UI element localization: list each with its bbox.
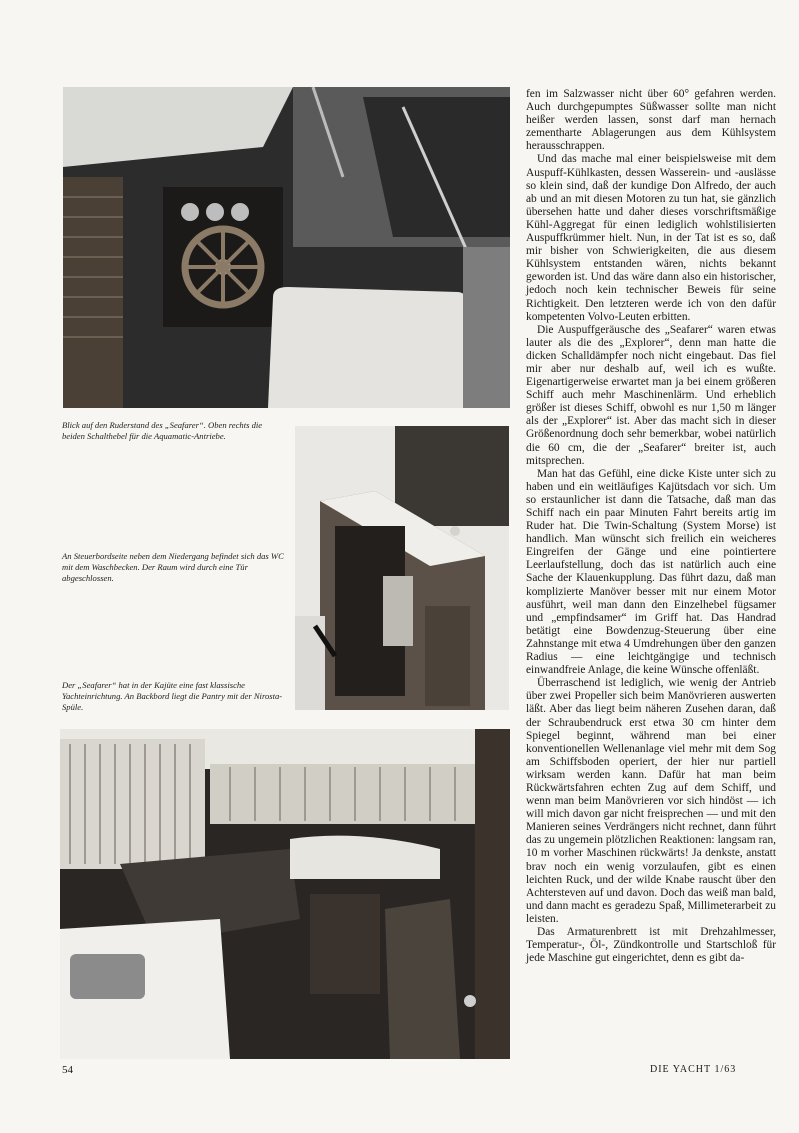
paragraph: Die Auspuffgeräusche des „Seafarer“ waren etwas lauter als die des „Explorer“, denn man hatte die dicken Schalldämpfer noch nicht eingebaut. Das fiel mir aber nur deshalb auf, weil ich es wußte. Eigenartigerweise erwartet man ja bei einem größeren Schiff auch mehr Maschinenlärm. Und erheblich größer ist dieses Schiff, obwohl es nur 1,50 m länger als der „Explorer“ ist. Aber das macht sich in dieser Größenordnung doch sehr bemerkbar, wobei natürlich die 60 cm, die der „Seafarer“ breiter ist, auch mitsprechen.: [526, 323, 776, 467]
helm-station-illustration: [63, 87, 510, 408]
article-column: [526, 88, 776, 965]
photo-cabin: [60, 729, 510, 1059]
wc-illustration: [295, 426, 509, 710]
photo-wc-companionway: [295, 426, 509, 710]
paragraph: Und das mache mal einer beispielsweise mit dem Auspuff-Kühlkasten, dessen Wasserein- und -auslässe so klein sind, daß der kundige Don Alfredo, der auch ab und an mit diesen Motoren zu tun hat, sie gänzlich übersehen hatte und daher dieses vorschriftsmäßige Kühl-Aggregat für einen lediglich wohlstilisierten Auspuffkrümmer hielt. Nun, in der Tat ist es so, daß mir bisher von Schwierigkeiten, die aus diesem Kühlsystem entstanden wären, nichts bekannt geworden ist. Und das wäre dann also ein historischer, jedoch noch kein technischer Beweis für seine Richtigkeit. Den letzteren werde ich von den dafür kompetenten Volvo-Leuten erbitten.: [526, 153, 776, 323]
paragraph: Man hat das Gefühl, eine dicke Kiste unter sich zu haben und ein weitläufiges Kajütsdach vor sich. Um so erstaunlicher ist dann die Tatsache, daß man das Schiff nach ein paar Minuten Fahrt bereits artig im Ruder hat. Die Twin-Schaltung (System Morse) ist handlich. Man wünscht sich freilich ein weicheres Eingreifen der Gänge und eine pointiertere Leerlaufstellung, doch das ist natürlich auch eine Sache der Klauenkupplung. Das führt dazu, daß man komplizierte Manöver besser mit nur einem Motor ausführt, weil man dann den Einzelhebel fügsamer und „empfindsamer“ im Griff hat. Das Handrad betätigt eine Bowdenzug-Steuerung über eine Zahnstange mit etwa 4 Umdrehungen über den ganzen Radius — eine leichtgängige und technisch einwandfreie Anlage, die keine Wünsche offenläßt.: [526, 467, 776, 677]
paragraph: Das Armaturenbrett ist mit Drehzahlmesser, Temperatur-, Öl-, Zündkontrolle und Startschloß für jede Maschine gut eingerichtet, denn es gibt da-: [526, 926, 776, 965]
caption-cabin: Der „Seafarer“ hat in der Kajüte eine fast klassische Yachteinrichtung. An Backbord liegt die Pantry mit der Nirosta-Spüle.: [62, 680, 283, 712]
publication-footer: DIE YACHT 1/63: [650, 1064, 737, 1075]
photo-helm-station: [63, 87, 510, 408]
caption-helm: Blick auf den Ruderstand des „Seafarer“. Oben rechts die beiden Schalthebel für die Aquamatic-Antriebe.: [62, 420, 263, 441]
page-number: 54: [62, 1064, 73, 1076]
cabin-illustration: [60, 729, 510, 1059]
paragraph: fen im Salzwasser nicht über 60° gefahren werden. Auch durchgepumptes Süßwasser sollte man nicht heißer werden lassen, sonst darf man hernach zementharte Ablagerungen aus dem Kühlsystem herausschrappen.: [526, 88, 776, 153]
caption-wc: An Steuerbordseite neben dem Niedergang befindet sich das WC mit dem Waschbecken. Der Raum wird durch eine Tür abgeschlossen.: [62, 551, 284, 583]
paragraph: Überraschend ist lediglich, wie wenig der Antrieb über zwei Propeller sich beim Manövrieren auswerten läßt. Aber das liegt beim näheren Zusehen daran, daß der Schraubendruck erst etwa 30 cm hinter dem Spiegel beginnt, während man bei einer konventionellen Wellenanlage viel mehr mit dem Sog am Schiffsboden operiert, der hier nur partiell wirksam werden kann. Dafür hat man beim Rückwärtsfahren echten Zug auf dem Schiff, und wenn man beim Manövrieren vor sich hindöst — ich will mich davon gar nicht freisprechen — und mit den Manieren seines Verdrängers nicht rechnet, dann führt das zu ungemein plötzlichen Reaktionen: langsam ran, 10 m vorher Maschinen rückwärts! Ja denkste, anstatt brav noch ein wenig vorzulaufen, gibt es einen leichten Ruck, und der wilde Knabe rauscht über den Achtersteven auf und davon. Doch das weiß man bald, und dann macht es geradezu Spaß, Millimeterarbeit zu leisten.: [526, 677, 776, 925]
